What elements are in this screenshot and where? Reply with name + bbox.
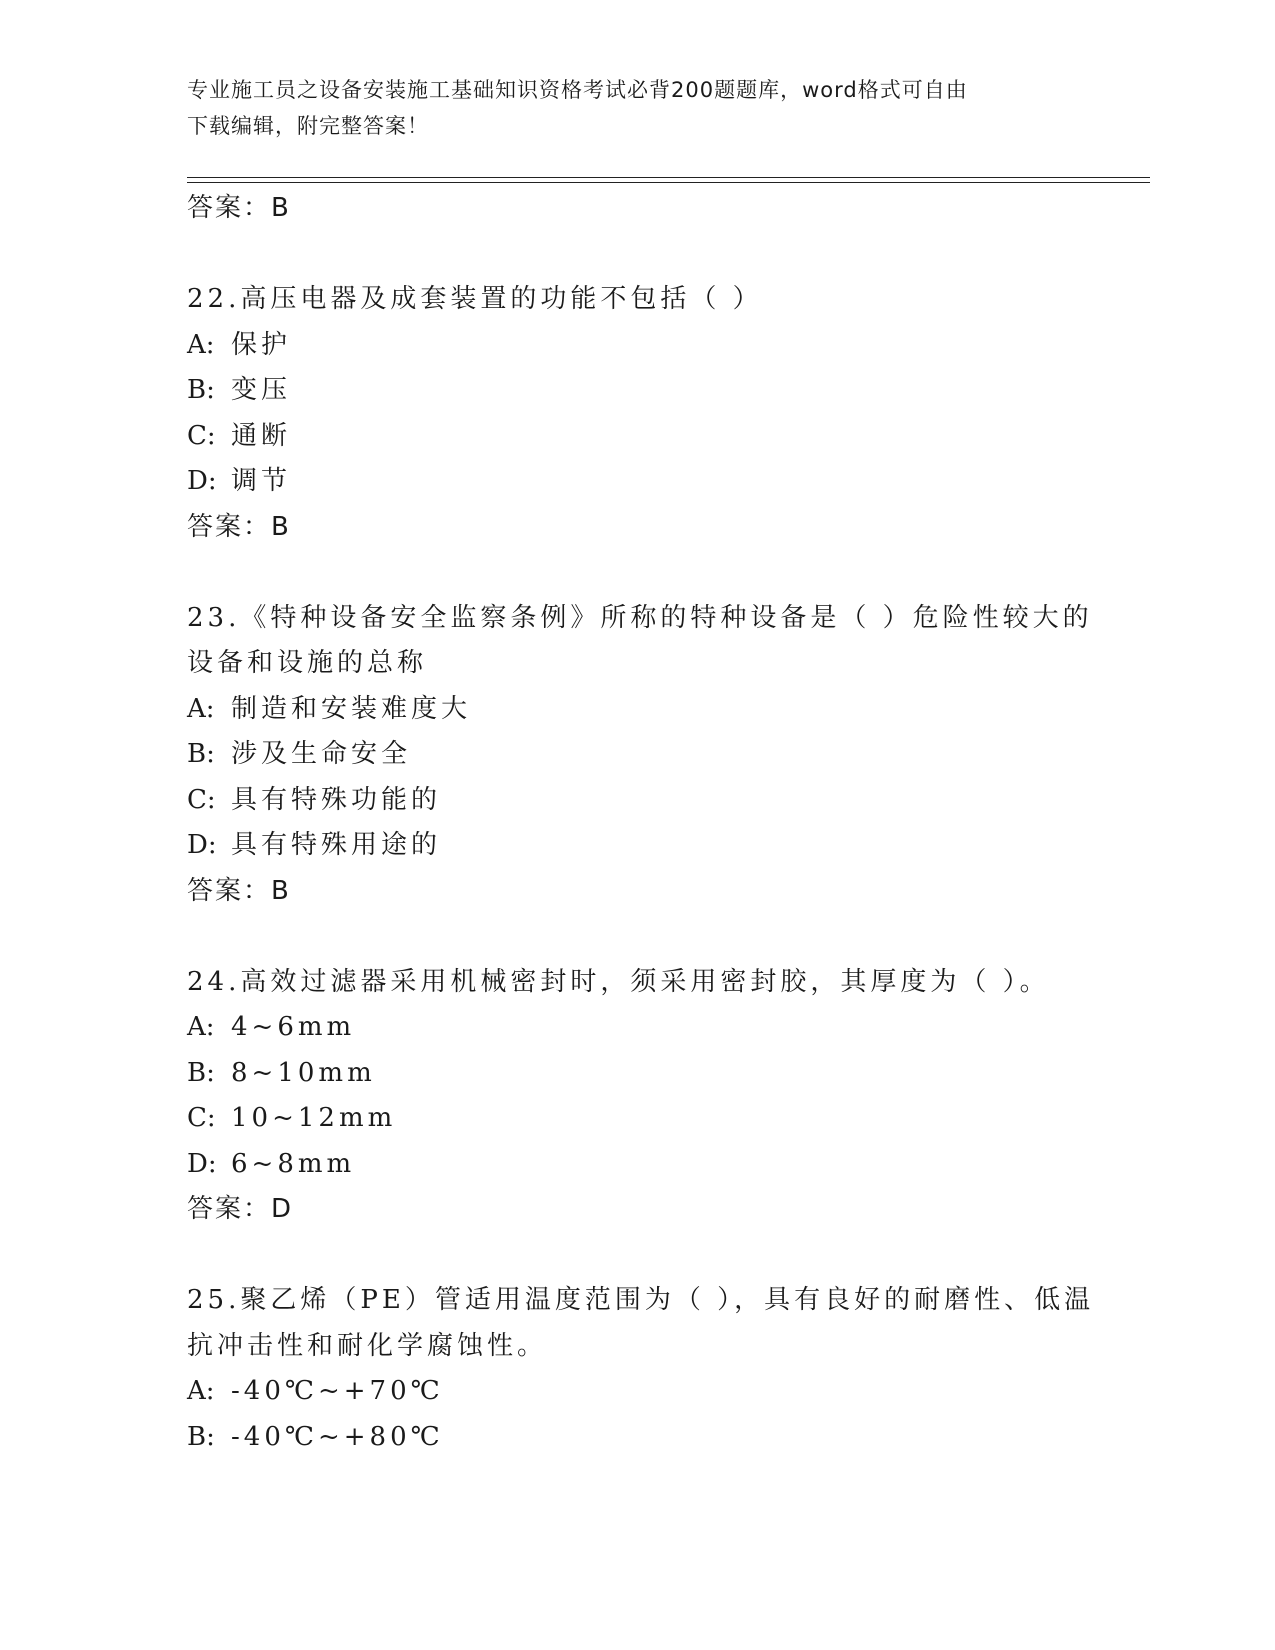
option-text: 保护 — [231, 329, 292, 360]
answer: 答案：B — [187, 511, 291, 542]
option-label: B: — [187, 1421, 215, 1452]
option-b — [187, 732, 1087, 778]
option-c — [187, 414, 1087, 460]
question-stem-continued: 抗冲击性和耐化学腐蚀性。 — [187, 1330, 548, 1361]
option-b — [187, 1051, 1087, 1097]
question-stem: 24.高效过滤器采用机械密封时，须采用密封胶，其厚度为（ ）。 — [187, 966, 1050, 997]
spacer — [187, 550, 1087, 596]
answer: 答案：B — [187, 875, 291, 906]
question-25 — [187, 1278, 1095, 1460]
option-text: 涉及生命安全 — [231, 739, 412, 769]
option-label: C: — [187, 1103, 216, 1133]
header-divider-bottom — [187, 182, 1150, 183]
option-label: B: — [187, 739, 215, 769]
option-text: 具有特殊用途的 — [231, 830, 442, 860]
option-text: 4~6mm — [231, 1012, 356, 1042]
header-line-1: 专业施工员之设备安装施工基础知识资格考试必背200题题库，word格式可自由 — [187, 78, 968, 102]
option-text: 6~8mm — [231, 1148, 356, 1179]
spacer — [187, 1233, 1087, 1279]
option-b — [187, 368, 1087, 414]
question-22 — [187, 277, 1087, 550]
question-stem: 22.高压电器及成套装置的功能不包括（ ） — [187, 284, 763, 314]
option-label: A: — [187, 1376, 215, 1406]
option-label: B: — [187, 1057, 215, 1088]
option-a — [187, 687, 1087, 733]
option-a — [187, 1369, 1087, 1415]
option-label: D: — [187, 466, 217, 496]
option-text: -40℃~+70℃ — [231, 1376, 444, 1406]
option-c — [187, 778, 1087, 824]
option-d — [187, 459, 1087, 505]
option-label: C: — [187, 420, 216, 451]
option-label: A: — [187, 329, 215, 360]
question-23 — [187, 596, 1093, 915]
option-text: 具有特殊功能的 — [231, 784, 442, 815]
option-text: 8~10mm — [231, 1057, 376, 1088]
option-label: A: — [187, 693, 215, 724]
option-label: D: — [187, 830, 217, 860]
option-d — [187, 1142, 1087, 1188]
previous-answer: 答案：B — [187, 193, 291, 223]
question-24 — [187, 960, 1087, 1233]
option-b — [187, 1415, 1087, 1461]
option-text: 变压 — [231, 375, 292, 405]
header-divider-top — [187, 177, 1150, 178]
option-a — [187, 1005, 1087, 1051]
answer: 答案：D — [187, 1194, 294, 1224]
question-list — [187, 186, 1095, 1460]
option-text: -40℃~+80℃ — [231, 1421, 444, 1452]
option-label: A: — [187, 1012, 215, 1042]
question-stem: 25.聚乙烯（PE）管适用温度范围为（ ），具有良好的耐磨性、低温 — [187, 1285, 1095, 1315]
spacer — [187, 232, 1087, 278]
option-a — [187, 323, 1087, 369]
option-label: D: — [187, 1148, 217, 1179]
option-label: C: — [187, 784, 216, 815]
option-text: 调节 — [231, 466, 292, 496]
option-text: 10~12mm — [231, 1103, 397, 1133]
option-label: B: — [187, 375, 215, 405]
option-text: 通断 — [231, 420, 292, 451]
spacer — [187, 914, 1087, 960]
option-text: 制造和安装难度大 — [231, 693, 472, 724]
question-stem: 23.《特种设备安全监察条例》所称的特种设备是（ ）危险性较大的 — [187, 602, 1093, 633]
question-stem-continued: 设备和设施的总称 — [187, 648, 428, 678]
document-header — [187, 72, 1067, 144]
option-c — [187, 1096, 1087, 1142]
option-d — [187, 823, 1087, 869]
header-line-2: 下载编辑，附完整答案！ — [187, 114, 429, 138]
